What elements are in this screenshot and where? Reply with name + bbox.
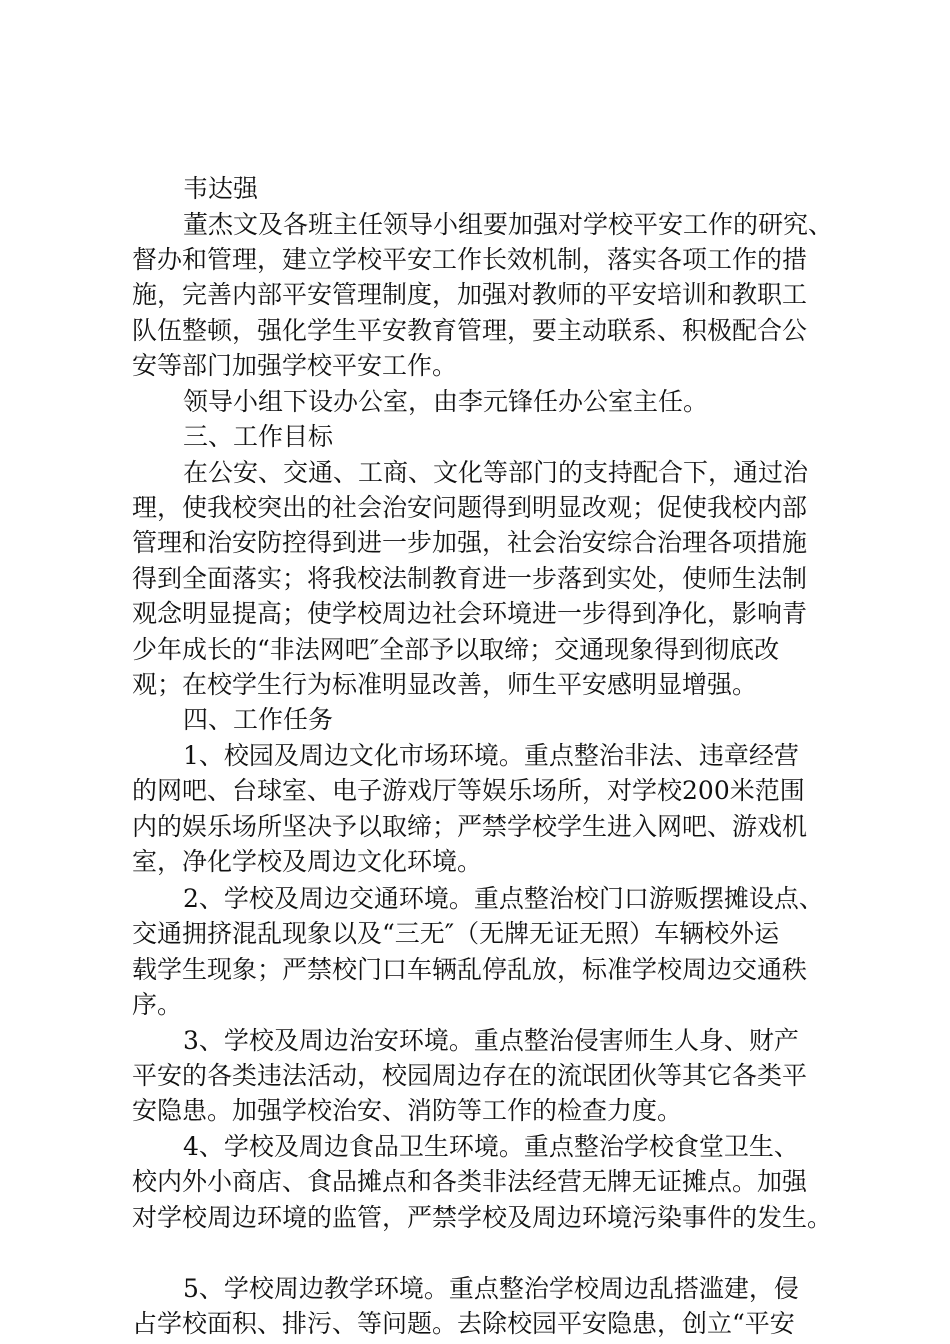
text-line: 少年成长的“非法网吧″全部予以取缔；交通现象得到彻底改 [132, 635, 780, 664]
text-line: 占学校面积、排污、等问题。去除校园平安隐患，创立“平安 [132, 1309, 795, 1338]
text-line: 载学生现象；严禁校门口车辆乱停乱放，标准学校周边交通秩 [132, 955, 808, 984]
text-line: 1、校园及周边文化市场环境。重点整治非法、违章经营 [183, 741, 799, 770]
text-line: 2、学校及周边交通环境。重点整治校门口游贩摆摊设点、 [183, 884, 824, 913]
text-line: 理，使我校突出的社会治安问题得到明显改观；促使我校内部 [132, 493, 808, 522]
text-line: 队伍整顿，强化学生平安教育管理，要主动联系、积极配合公 [132, 316, 808, 345]
text-line: 的网吧、台球室、电子游戏厅等娱乐场所，对学校200米范围 [132, 776, 805, 805]
text-line: 督办和管理，建立学校平安工作长效机制，落实各项工作的措 [132, 245, 808, 274]
text-line: 安等部门加强学校平安工作。 [132, 351, 458, 380]
text-line: 在公安、交通、工商、文化等部门的支持配合下，通过治 [183, 458, 809, 487]
text-line: 施，完善内部平安管理制度，加强对教师的平安培训和教职工 [132, 280, 808, 309]
text-line: 4、学校及周边食品卫生环境。重点整治学校食堂卫生、 [183, 1132, 799, 1161]
section-heading: 三、工作目标 [183, 422, 334, 451]
text-line: 序。 [132, 990, 183, 1019]
text-line: 内的娱乐场所坚决予以取缔；严禁学校学生进入网吧、游戏机 [132, 812, 808, 841]
text-line: 安隐患。加强学校治安、消防等工作的检查力度。 [132, 1096, 683, 1125]
text-line: 观；在校学生行为标准明显改善，师生平安感明显增强。 [132, 670, 758, 699]
text-line: 得到全面落实；将我校法制教育进一步落到实处，使师生法制 [132, 564, 808, 593]
text-line: 交通拥挤混乱现象以及“三无″（无牌无证无照）车辆校外运 [132, 919, 780, 948]
text-line: 3、学校及周边治安环境。重点整治侵害师生人身、财产 [183, 1026, 799, 1055]
text-line: 校内外小商店、食品摊点和各类非法经营无牌无证摊点。加强 [132, 1167, 808, 1196]
text-line: 韦达强 [183, 174, 259, 203]
text-line: 管理和治安防控得到进一步加强，社会治安综合治理各项措施 [132, 528, 808, 557]
text-line: 平安的各类违法活动，校园周边存在的流氓团伙等其它各类平 [132, 1061, 808, 1090]
text-line: 观念明显提高；使学校周边社会环境进一步得到净化，影响青 [132, 599, 808, 628]
text-line: 室，净化学校及周边文化环境。 [132, 847, 483, 876]
text-line: 董杰文及各班主任领导小组要加强对学校平安工作的研究、 [183, 210, 834, 239]
text-line: 领导小组下设办公室，由李元锋任办公室主任。 [183, 387, 709, 416]
section-heading: 四、工作任务 [183, 705, 334, 734]
text-line: 5、学校周边教学环境。重点整治学校周边乱搭滥建，侵 [183, 1274, 799, 1303]
text-line: 对学校周边环境的监管，严禁学校及周边环境污染事件的发生。 [132, 1203, 833, 1232]
